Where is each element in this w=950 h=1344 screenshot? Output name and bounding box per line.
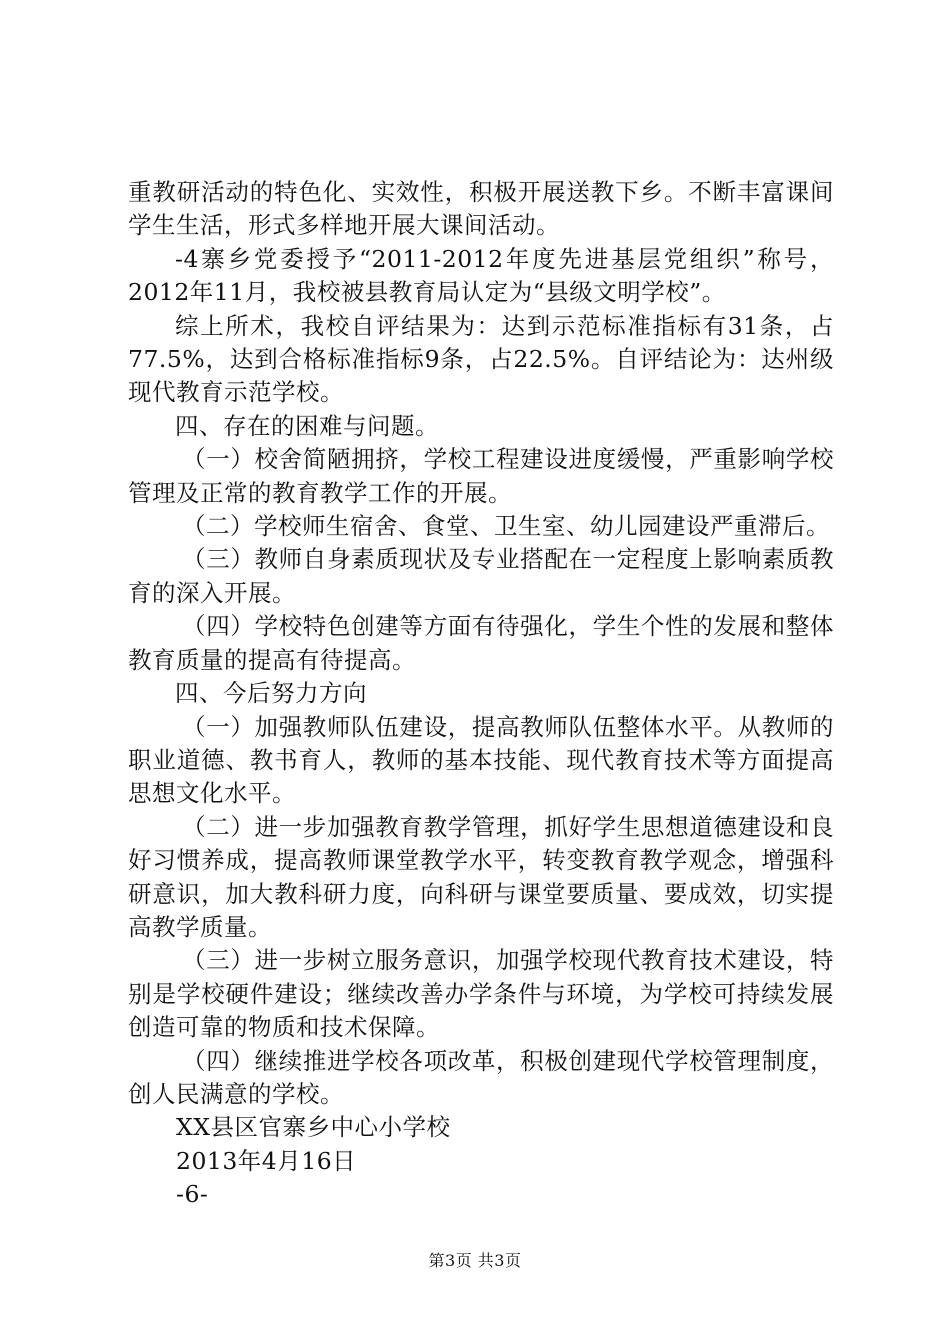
page-footer: 第3页 共3页 xyxy=(428,1251,522,1270)
signature-date: 2013年4月16日 xyxy=(176,1146,357,1175)
problem-item-2: （二）学校师生宿舍、食堂、卫生室、幼儿园建设严重滞后。 xyxy=(182,512,831,541)
signature-school: XX县区官寨乡中心小学校 xyxy=(176,1113,451,1142)
direction-item-3: （三）进一步树立服务意识，加强学校现代教育技术建设，特别是学校硬件建设；继续改善办学条件与环境，为学校可持续发展创造可靠的物质和技术保障。 xyxy=(128,946,834,1042)
direction-item-4: （四）继续推进学校各项改革，积极创建现代学校管理制度，创人民满意的学校。 xyxy=(128,1046,834,1108)
paragraph-self-evaluation: 综上所术，我校自评结果为：达到示范标准指标有31条，占77.5%，达到合格标准指标9条，占22.5%。自评结论为：达州级现代教育示范学校。 xyxy=(128,311,834,407)
problem-item-3: （三）教师自身素质现状及专业搭配在一定程度上影响素质教育的深入开展。 xyxy=(128,545,834,607)
problem-item-1: （一）校舍简陋拥挤，学校工程建设进度缓慢，严重影响学校管理及正常的教育教学工作的开展。 xyxy=(128,445,834,507)
document-body xyxy=(128,176,834,1212)
direction-item-1: （一）加强教师队伍建设，提高教师队伍整体水平。从教师的职业道德、教书育人，教师的基本技能、现代教育技术等方面提高思想文化水平。 xyxy=(128,712,834,808)
page-mark: -6- xyxy=(176,1180,209,1209)
direction-item-2: （二）进一步加强教育教学管理，抓好学生思想道德建设和良好习惯养成，提高教师课堂教学水平，转变教育教学观念，增强科研意识，加大教科研力度，向科研与课堂要质量、要成效，切实提高教学质量。 xyxy=(128,812,834,941)
problem-item-4: （四）学校特色创建等方面有待强化，学生个性的发展和整体教育质量的提高有待提高。 xyxy=(128,612,834,674)
paragraph-continuation: 重教研活动的特色化、实效性，积极开展送教下乡。不断丰富课间学生生活，形式多样地开展大课间活动。 xyxy=(128,178,834,240)
section-heading-direction: 四、今后努力方向 xyxy=(175,679,367,708)
section-heading-problems: 四、存在的困难与问题。 xyxy=(175,411,439,440)
paragraph-honor: -4寨乡党委授予“2011-2012年度先进基层党组织”称号，2012年11月，我校被县教育局认定为“县级文明学校”。 xyxy=(128,244,834,307)
